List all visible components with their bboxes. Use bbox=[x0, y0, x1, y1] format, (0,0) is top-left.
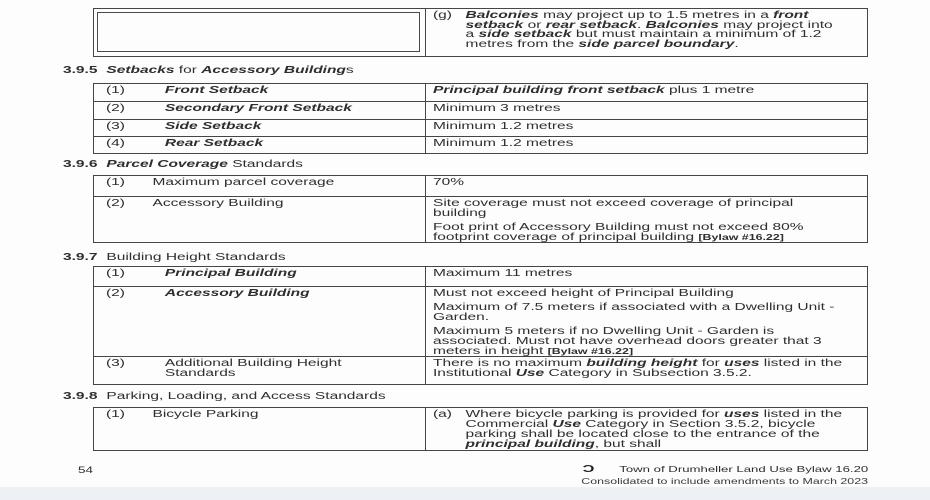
row-label bbox=[165, 289, 410, 299]
text-run: for bbox=[174, 65, 202, 76]
text-run: 70% bbox=[433, 177, 465, 188]
table-row bbox=[94, 408, 867, 450]
text-run: Setbacks bbox=[106, 65, 175, 76]
text-run: , but shall bbox=[594, 439, 662, 450]
table-parcel-coverage-standards bbox=[93, 175, 868, 243]
text-run: [Bylaw #16.22] bbox=[698, 233, 784, 242]
footer-bylaw-title bbox=[582, 463, 868, 475]
section-title bbox=[106, 65, 353, 77]
row-value bbox=[433, 122, 848, 132]
page-number: 54 bbox=[78, 465, 94, 475]
text-run: Principal building front setback bbox=[433, 85, 665, 96]
text-run: Standards bbox=[227, 159, 303, 170]
row-value bbox=[433, 86, 848, 96]
text-run: Side Setback bbox=[164, 120, 262, 132]
text-run: plus 1 metre bbox=[664, 85, 755, 96]
clause-text bbox=[466, 410, 849, 450]
table-row bbox=[94, 136, 867, 153]
text-run: side setback bbox=[478, 29, 572, 41]
row-label bbox=[165, 269, 410, 279]
text-run: s bbox=[345, 65, 354, 76]
row-value-paragraph bbox=[433, 327, 848, 356]
row-value bbox=[433, 178, 848, 188]
table-setbacks-accessory-buildings bbox=[93, 83, 868, 154]
row-value bbox=[433, 104, 848, 114]
text-run: Site coverage must not exceed coverage of principal building bbox=[433, 198, 794, 219]
row-label bbox=[165, 139, 410, 149]
table-row bbox=[94, 196, 867, 242]
section-title bbox=[106, 252, 285, 264]
section-title bbox=[106, 391, 385, 403]
table-row bbox=[94, 176, 867, 196]
row-number: (2) bbox=[106, 103, 125, 115]
text-run: Maximum of 7.5 meters if associated with a Dwelling Unit - Garden. bbox=[433, 302, 835, 323]
text-run: listed in the Institutional bbox=[433, 358, 843, 379]
text-run: Parcel Coverage bbox=[106, 159, 228, 170]
section-heading-3-9-7 bbox=[63, 252, 286, 264]
text-run: Accessory Building bbox=[201, 65, 346, 76]
drumheller-logo-icon: Ɔ bbox=[582, 463, 595, 475]
text-run: Use bbox=[515, 368, 545, 379]
row-number: (2) bbox=[106, 198, 125, 209]
section-number: 3.9.7 bbox=[63, 252, 98, 263]
text-run: Must not exceed height of Principal Building bbox=[433, 288, 734, 299]
text-run: rear setback bbox=[545, 19, 638, 31]
table-row bbox=[94, 119, 867, 136]
table-row bbox=[94, 267, 867, 286]
section-number: 3.9.6 bbox=[63, 159, 98, 170]
section-heading-3-9-5 bbox=[63, 65, 354, 77]
text-run: but must maintain a minimum of 1.2 metres from the bbox=[465, 29, 822, 50]
table-row bbox=[94, 9, 867, 56]
clause-text bbox=[466, 11, 836, 49]
section-heading-3-9-8 bbox=[63, 391, 386, 403]
row-number: (1) bbox=[106, 409, 125, 420]
row-label bbox=[153, 410, 410, 420]
row-number: (1) bbox=[106, 268, 125, 279]
section-number: 3.9.8 bbox=[63, 391, 98, 402]
text-run: . bbox=[637, 19, 646, 31]
text-run: Rear Setback bbox=[164, 137, 264, 149]
row-label bbox=[165, 104, 410, 114]
text-run: Balconies bbox=[465, 10, 539, 21]
row-number: (3) bbox=[106, 358, 125, 369]
text-run: Category in Subsection 3.5.2. bbox=[544, 368, 752, 379]
text-run: Minimum 3 metres bbox=[433, 103, 561, 115]
row-number: (1) bbox=[106, 85, 125, 96]
text-run: Use bbox=[552, 419, 582, 430]
text-run: . bbox=[734, 38, 739, 50]
text-run: listed in the Commercial bbox=[465, 409, 843, 430]
text-run: Principal Building bbox=[164, 268, 297, 279]
text-run: side parcel boundary bbox=[578, 38, 735, 50]
row-value-paragraph bbox=[433, 223, 848, 242]
text-run: Front Setback bbox=[164, 85, 269, 96]
row-label bbox=[165, 86, 410, 96]
table-row bbox=[94, 356, 867, 384]
footer-consolidation-note: Consolidated to include amendments to March 2023 bbox=[581, 477, 868, 486]
clause-letter: (g) bbox=[433, 10, 452, 21]
text-run: uses bbox=[724, 409, 760, 420]
section-number: 3.9.5 bbox=[63, 65, 98, 76]
text-run: uses bbox=[724, 358, 760, 369]
page-bottom-strip bbox=[0, 487, 930, 500]
row-number: (3) bbox=[106, 120, 125, 132]
section-heading-3-9-6 bbox=[63, 159, 303, 171]
row-number: (1) bbox=[106, 177, 125, 188]
text-run: principal building bbox=[465, 439, 595, 450]
table-row bbox=[94, 84, 867, 101]
section-title bbox=[106, 159, 302, 171]
empty-left-cell bbox=[94, 9, 425, 56]
text-run: Accessory Building bbox=[164, 288, 310, 299]
clause-g-cell bbox=[425, 9, 867, 56]
text-run: Additional Building Height Standards bbox=[164, 358, 342, 379]
clause-letter: (a) bbox=[433, 409, 452, 420]
table-row bbox=[94, 286, 867, 356]
row-value bbox=[433, 269, 848, 279]
text-run: may project into a bbox=[465, 19, 833, 41]
table-building-height-standards bbox=[93, 266, 868, 385]
text-run: Maximum 11 metres bbox=[433, 268, 573, 279]
text-run: Foot print of Accessory Building must not exceed 80% footprint coverage of principal building bbox=[433, 222, 804, 242]
row-label bbox=[165, 122, 410, 132]
text-run: for bbox=[697, 358, 725, 369]
text-run: Secondary Front Setback bbox=[164, 103, 352, 115]
text-run: or bbox=[523, 19, 546, 31]
text-run: [Bylaw #16.22] bbox=[547, 347, 634, 356]
row-label bbox=[153, 199, 410, 209]
row-value-paragraph bbox=[433, 199, 848, 219]
text-run: Maximum parcel coverage bbox=[152, 177, 335, 188]
row-number: (4) bbox=[106, 137, 125, 149]
row-number: (2) bbox=[106, 288, 125, 299]
table-row bbox=[94, 101, 867, 118]
text-run: front setback bbox=[465, 10, 809, 31]
text-run: Parking, Loading, and Access Standards bbox=[106, 391, 386, 402]
empty-nested-cell-box bbox=[97, 12, 420, 52]
text-run: Building Height Standards bbox=[106, 252, 286, 263]
text-run: Minimum 1.2 metres bbox=[433, 120, 574, 132]
text-run: Maximum 5 meters if no Dwelling Unit - Garden is associated. Must not have overhead doors greater that 3 meters in height bbox=[433, 326, 822, 356]
row-value bbox=[433, 139, 848, 149]
row-value bbox=[433, 359, 848, 379]
text-run: Bicycle Parking bbox=[152, 409, 259, 420]
row-label bbox=[153, 178, 410, 188]
text-run: building height bbox=[586, 358, 698, 369]
table-parking-loading-access-standards bbox=[93, 407, 868, 451]
row-value-paragraph bbox=[433, 303, 848, 323]
text-run: Balconies bbox=[645, 19, 719, 31]
text-run: Category in Section 3.5.2, bicycle parking shall be located close to the entrance of the bbox=[465, 419, 820, 440]
text-run: There is no maximum bbox=[433, 358, 587, 369]
text-run: Accessory Building bbox=[152, 198, 284, 209]
row-value-paragraph bbox=[433, 289, 848, 299]
text-run: may project up to 1.5 metres in a bbox=[538, 10, 774, 21]
footer-title-text: Town of Drumheller Land Use Bylaw 16.20 bbox=[619, 464, 868, 474]
text-run: Where bicycle parking is provided for bbox=[465, 409, 725, 420]
text-run: Minimum 1.2 metres bbox=[433, 137, 574, 149]
table-continuation-row bbox=[93, 8, 868, 57]
row-label bbox=[165, 359, 410, 379]
